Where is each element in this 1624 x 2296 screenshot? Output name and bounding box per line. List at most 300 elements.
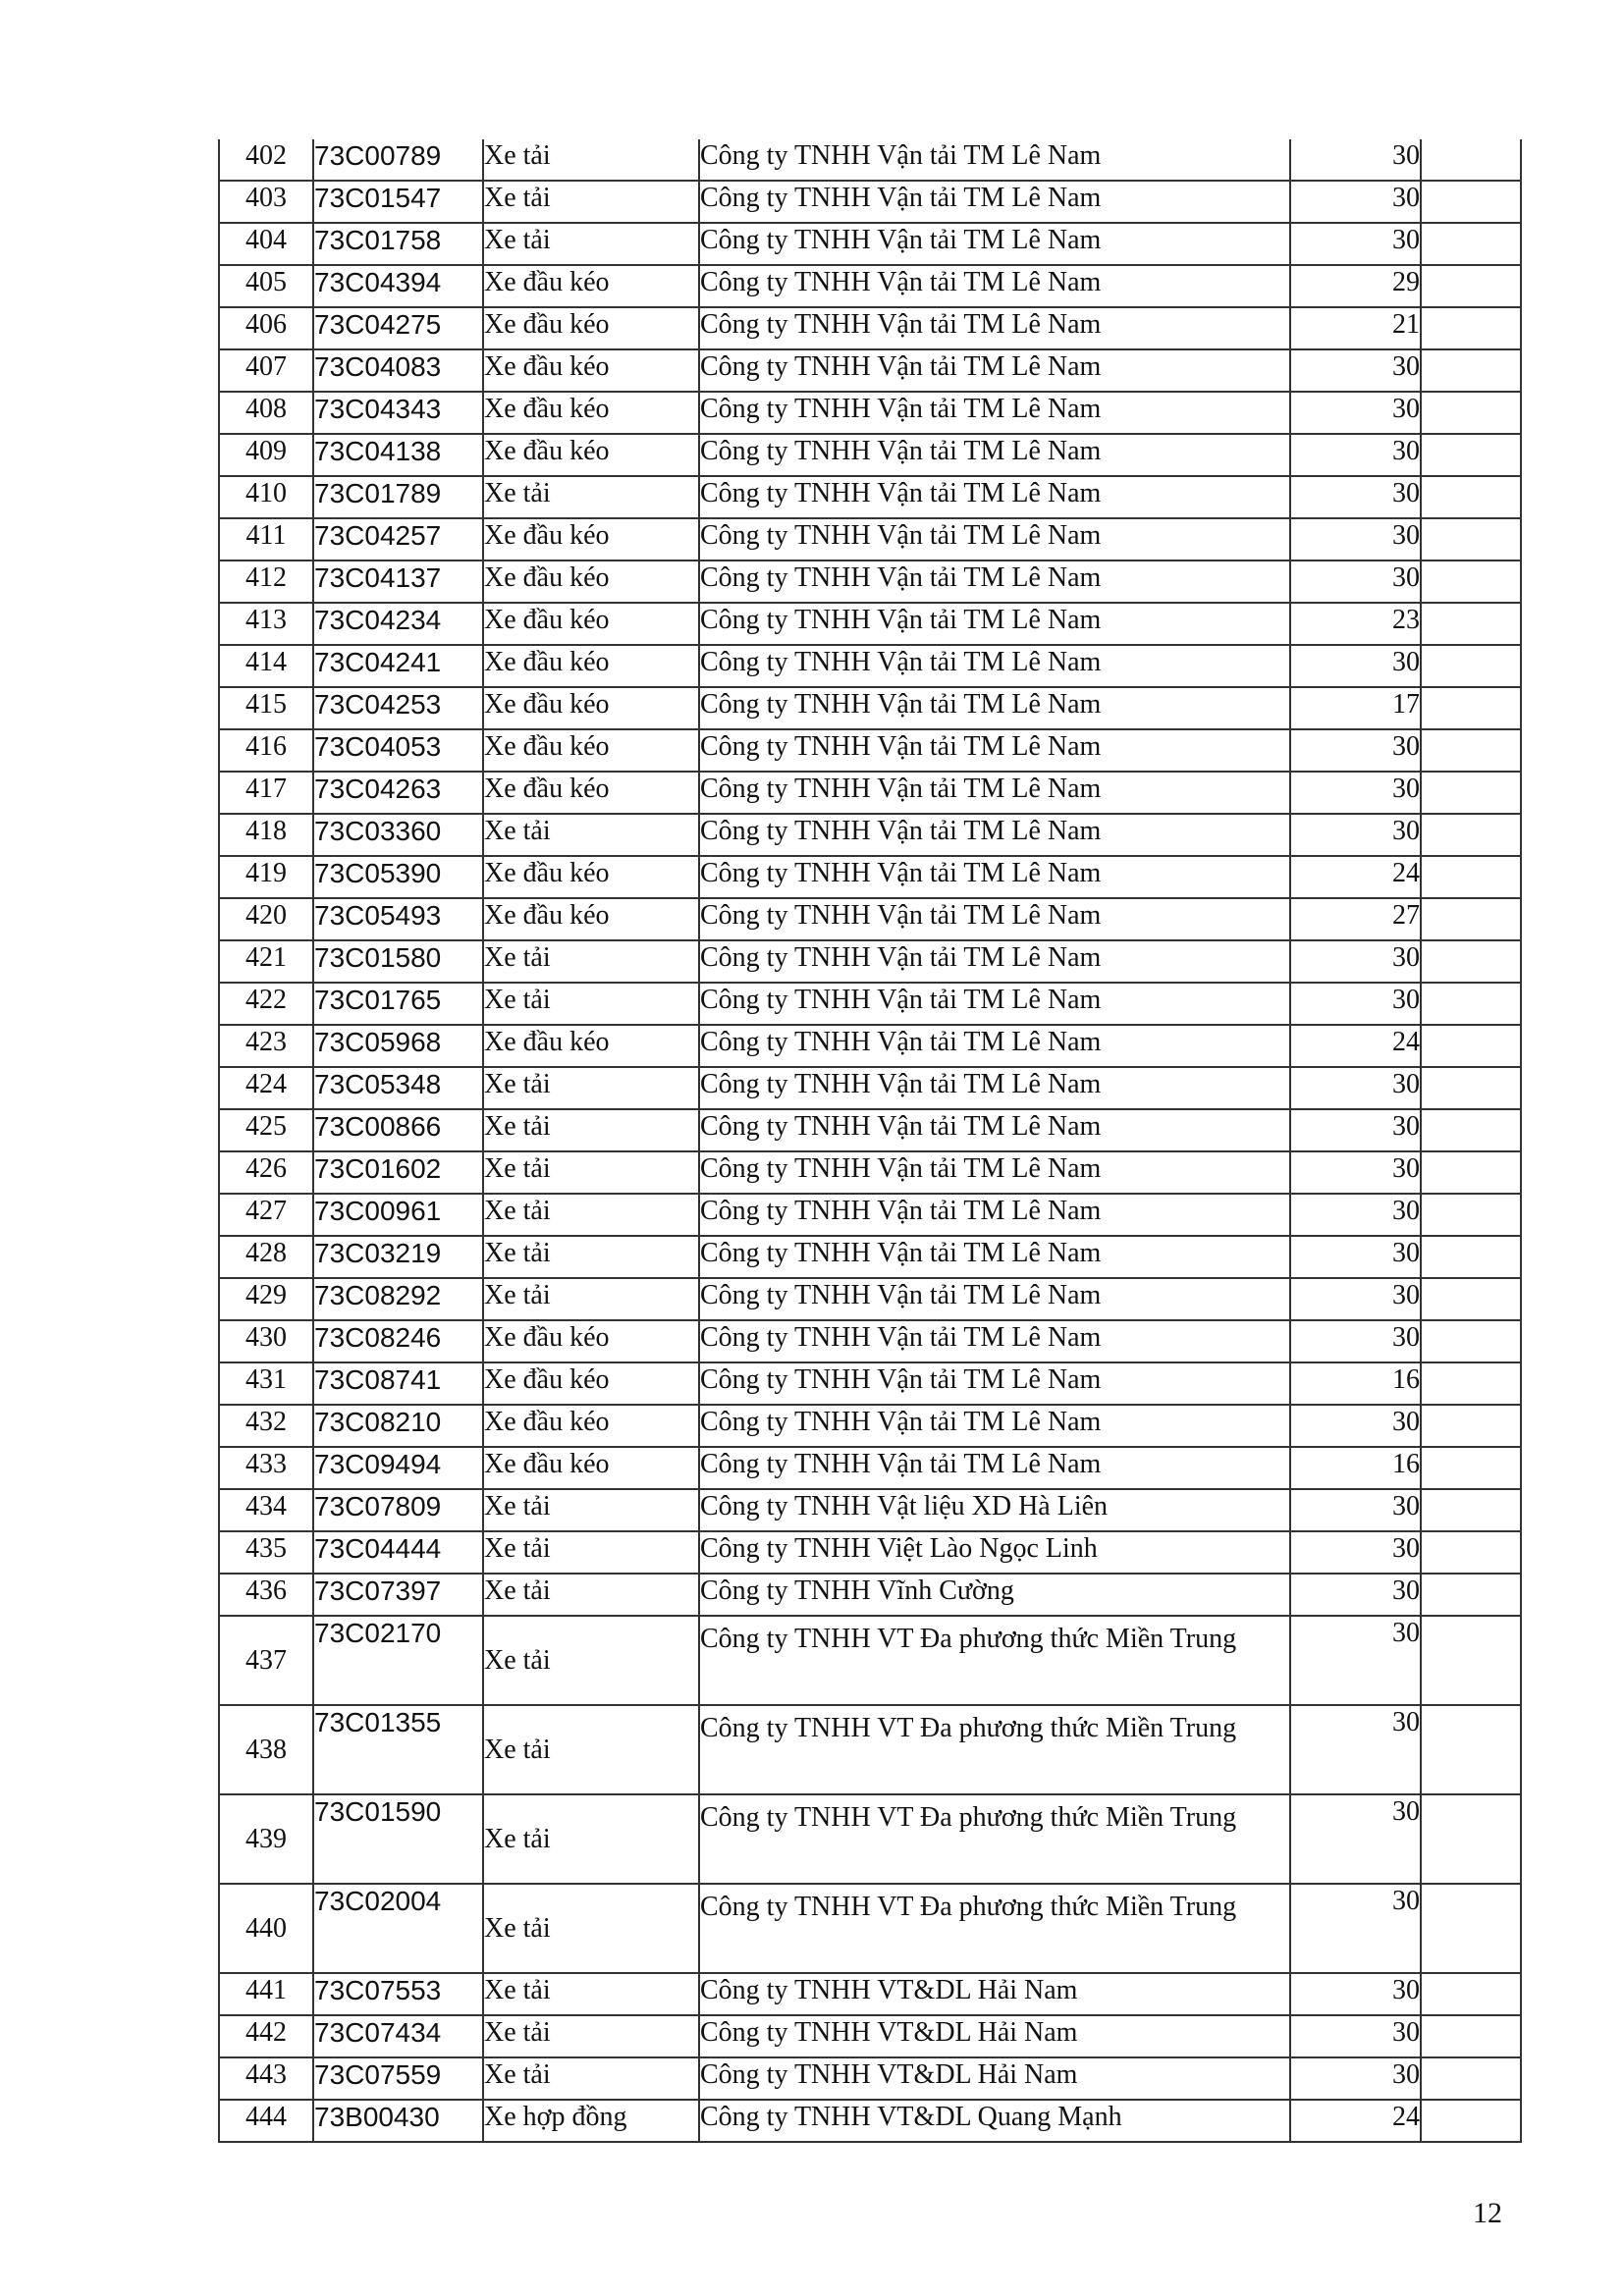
row-number: 433 (219, 1447, 313, 1489)
row-number: 436 (219, 1574, 313, 1616)
row-number: 425 (219, 1109, 313, 1151)
license-plate: 73C01590 (313, 1794, 483, 1884)
license-plate: 73C04257 (313, 518, 483, 561)
row-number: 434 (219, 1489, 313, 1531)
license-plate: 73C08246 (313, 1320, 483, 1362)
license-plate: 73C03360 (313, 814, 483, 856)
note-cell (1421, 729, 1521, 772)
note-cell (1421, 2100, 1521, 2142)
note-cell (1421, 1025, 1521, 1067)
vehicle-type: Xe tải (483, 2057, 699, 2100)
owner-company: Công ty TNHH Vận tải TM Lê Nam (699, 434, 1290, 476)
note-cell (1421, 1236, 1521, 1278)
vehicle-type: Xe đầu kéo (483, 1320, 699, 1362)
owner-company: Công ty TNHH Vận tải TM Lê Nam (699, 1151, 1290, 1194)
note-cell (1421, 645, 1521, 687)
table-row (219, 476, 1521, 518)
day-count: 30 (1290, 645, 1421, 687)
table-row (219, 1362, 1521, 1405)
license-plate: 73C04138 (313, 434, 483, 476)
note-cell (1421, 223, 1521, 265)
row-number: 429 (219, 1278, 313, 1320)
license-plate: 73C04444 (313, 1531, 483, 1574)
day-count: 30 (1290, 1489, 1421, 1531)
license-plate: 73C08210 (313, 1405, 483, 1447)
table-row (219, 434, 1521, 476)
day-count: 30 (1290, 1405, 1421, 1447)
row-number: 444 (219, 2100, 313, 2142)
table-row (219, 181, 1521, 223)
owner-company: Công ty TNHH Vận tải TM Lê Nam (699, 1236, 1290, 1278)
table-row (219, 1151, 1521, 1194)
owner-company: Công ty TNHH Vận tải TM Lê Nam (699, 856, 1290, 898)
note-cell (1421, 349, 1521, 392)
vehicle-type: Xe đầu kéo (483, 1025, 699, 1067)
license-plate: 73C05493 (313, 898, 483, 940)
row-number: 404 (219, 223, 313, 265)
owner-company: Công ty TNHH Vận tải TM Lê Nam (699, 898, 1290, 940)
note-cell (1421, 983, 1521, 1025)
day-count: 30 (1290, 1616, 1421, 1705)
license-plate: 73C04275 (313, 307, 483, 349)
vehicle-type: Xe đầu kéo (483, 687, 699, 729)
license-plate: 73C02170 (313, 1616, 483, 1705)
note-cell (1421, 1151, 1521, 1194)
vehicle-type: Xe tải (483, 1194, 699, 1236)
row-number: 443 (219, 2057, 313, 2100)
license-plate: 73C05390 (313, 856, 483, 898)
license-plate: 73C08292 (313, 1278, 483, 1320)
note-cell (1421, 856, 1521, 898)
table-row (219, 1109, 1521, 1151)
vehicle-type: Xe tải (483, 1236, 699, 1278)
note-cell (1421, 265, 1521, 307)
owner-company: Công ty TNHH VT&DL Hải Nam (699, 2057, 1290, 2100)
vehicle-type: Xe tải (483, 1794, 699, 1884)
note-cell (1421, 1405, 1521, 1447)
table-row (219, 1705, 1521, 1794)
day-count: 17 (1290, 687, 1421, 729)
owner-company: Công ty TNHH Vận tải TM Lê Nam (699, 772, 1290, 814)
license-plate: 73C04394 (313, 265, 483, 307)
row-number: 419 (219, 856, 313, 898)
note-cell (1421, 2015, 1521, 2057)
day-count: 30 (1290, 1705, 1421, 1794)
vehicle-type: Xe tải (483, 139, 699, 181)
row-number: 414 (219, 645, 313, 687)
day-count: 30 (1290, 772, 1421, 814)
vehicle-type: Xe đầu kéo (483, 392, 699, 434)
row-number: 413 (219, 603, 313, 645)
vehicle-type: Xe đầu kéo (483, 1447, 699, 1489)
note-cell (1421, 1794, 1521, 1884)
license-plate: 73C03219 (313, 1236, 483, 1278)
owner-company: Công ty TNHH VT Đa phương thức Miền Trung (699, 1705, 1290, 1794)
table-row (219, 265, 1521, 307)
row-number: 421 (219, 940, 313, 983)
note-cell (1421, 1320, 1521, 1362)
table-row (219, 814, 1521, 856)
table-row (219, 2057, 1521, 2100)
note-cell (1421, 1067, 1521, 1109)
license-plate: 73C07809 (313, 1489, 483, 1531)
note-cell (1421, 518, 1521, 561)
table-row (219, 1320, 1521, 1362)
table-row (219, 223, 1521, 265)
license-plate: 73C04137 (313, 561, 483, 603)
owner-company: Công ty TNHH Vận tải TM Lê Nam (699, 265, 1290, 307)
day-count: 30 (1290, 1067, 1421, 1109)
vehicle-type: Xe tải (483, 1067, 699, 1109)
table-row (219, 2100, 1521, 2142)
row-number: 403 (219, 181, 313, 223)
note-cell (1421, 181, 1521, 223)
owner-company: Công ty TNHH Vận tải TM Lê Nam (699, 223, 1290, 265)
license-plate: 73C05348 (313, 1067, 483, 1109)
owner-company: Công ty TNHH Vận tải TM Lê Nam (699, 1405, 1290, 1447)
day-count: 30 (1290, 223, 1421, 265)
day-count: 23 (1290, 603, 1421, 645)
vehicle-type: Xe tải (483, 476, 699, 518)
row-number: 431 (219, 1362, 313, 1405)
day-count: 30 (1290, 2057, 1421, 2100)
owner-company: Công ty TNHH Vận tải TM Lê Nam (699, 603, 1290, 645)
owner-company: Công ty TNHH VT Đa phương thức Miền Trung (699, 1616, 1290, 1705)
owner-company: Công ty TNHH VT&DL Hải Nam (699, 1973, 1290, 2015)
vehicle-type: Xe đầu kéo (483, 772, 699, 814)
license-plate: 73C04234 (313, 603, 483, 645)
license-plate: 73C09494 (313, 1447, 483, 1489)
table-row (219, 1616, 1521, 1705)
table-row (219, 729, 1521, 772)
day-count: 30 (1290, 1574, 1421, 1616)
day-count: 30 (1290, 561, 1421, 603)
day-count: 24 (1290, 2100, 1421, 2142)
vehicle-type: Xe đầu kéo (483, 1362, 699, 1405)
table-row (219, 687, 1521, 729)
row-number: 435 (219, 1531, 313, 1574)
row-number: 408 (219, 392, 313, 434)
license-plate: 73C00866 (313, 1109, 483, 1151)
vehicle-type: Xe tải (483, 983, 699, 1025)
vehicle-type: Xe đầu kéo (483, 349, 699, 392)
vehicle-type: Xe đầu kéo (483, 856, 699, 898)
note-cell (1421, 1278, 1521, 1320)
license-plate: 73C01547 (313, 181, 483, 223)
row-number: 406 (219, 307, 313, 349)
note-cell (1421, 1109, 1521, 1151)
table-row (219, 1405, 1521, 1447)
owner-company: Công ty TNHH Vận tải TM Lê Nam (699, 687, 1290, 729)
vehicle-type: Xe đầu kéo (483, 1405, 699, 1447)
note-cell (1421, 1705, 1521, 1794)
table-row (219, 645, 1521, 687)
owner-company: Công ty TNHH Vận tải TM Lê Nam (699, 1447, 1290, 1489)
day-count: 30 (1290, 1531, 1421, 1574)
day-count: 24 (1290, 856, 1421, 898)
vehicle-type: Xe tải (483, 1109, 699, 1151)
day-count: 30 (1290, 518, 1421, 561)
row-number: 420 (219, 898, 313, 940)
note-cell (1421, 687, 1521, 729)
license-plate: 73C02004 (313, 1884, 483, 1973)
table-row (219, 1067, 1521, 1109)
license-plate: 73C04083 (313, 349, 483, 392)
table-row (219, 1794, 1521, 1884)
license-plate: 73C04253 (313, 687, 483, 729)
owner-company: Công ty TNHH VT Đa phương thức Miền Trung (699, 1794, 1290, 1884)
day-count: 30 (1290, 1151, 1421, 1194)
owner-company: Công ty TNHH Vận tải TM Lê Nam (699, 561, 1290, 603)
table-row (219, 1194, 1521, 1236)
day-count: 30 (1290, 1278, 1421, 1320)
license-plate: 73C04241 (313, 645, 483, 687)
license-plate: 73C01789 (313, 476, 483, 518)
vehicle-type: Xe đầu kéo (483, 645, 699, 687)
license-plate: 73C05968 (313, 1025, 483, 1067)
table-row (219, 1025, 1521, 1067)
day-count: 21 (1290, 307, 1421, 349)
vehicle-type: Xe đầu kéo (483, 307, 699, 349)
row-number: 415 (219, 687, 313, 729)
license-plate: 73C01602 (313, 1151, 483, 1194)
vehicle-type: Xe tải (483, 814, 699, 856)
owner-company: Công ty TNHH Vận tải TM Lê Nam (699, 476, 1290, 518)
owner-company: Công ty TNHH Vận tải TM Lê Nam (699, 392, 1290, 434)
owner-company: Công ty TNHH Vận tải TM Lê Nam (699, 139, 1290, 181)
table-row (219, 1973, 1521, 2015)
day-count: 29 (1290, 265, 1421, 307)
table-row (219, 1884, 1521, 1973)
license-plate: 73C01580 (313, 940, 483, 983)
row-number: 424 (219, 1067, 313, 1109)
day-count: 30 (1290, 434, 1421, 476)
note-cell (1421, 1574, 1521, 1616)
table-row (219, 1447, 1521, 1489)
table-row (219, 898, 1521, 940)
vehicle-type: Xe đầu kéo (483, 898, 699, 940)
day-count: 30 (1290, 476, 1421, 518)
license-plate: 73C07559 (313, 2057, 483, 2100)
row-number: 432 (219, 1405, 313, 1447)
owner-company: Công ty TNHH Vận tải TM Lê Nam (699, 1320, 1290, 1362)
row-number: 411 (219, 518, 313, 561)
license-plate: 73C01758 (313, 223, 483, 265)
note-cell (1421, 1194, 1521, 1236)
vehicle-type: Xe đầu kéo (483, 265, 699, 307)
table-row (219, 349, 1521, 392)
owner-company: Công ty TNHH Vận tải TM Lê Nam (699, 1362, 1290, 1405)
vehicle-type: Xe hợp đồng (483, 2100, 699, 2142)
note-cell (1421, 1447, 1521, 1489)
day-count: 27 (1290, 898, 1421, 940)
vehicle-type: Xe tải (483, 2015, 699, 2057)
vehicle-type: Xe đầu kéo (483, 518, 699, 561)
license-plate: 73C00789 (313, 139, 483, 181)
note-cell (1421, 434, 1521, 476)
row-number: 412 (219, 561, 313, 603)
owner-company: Công ty TNHH Vĩnh Cường (699, 1574, 1290, 1616)
vehicle-type: Xe tải (483, 1705, 699, 1794)
vehicle-type: Xe tải (483, 1884, 699, 1973)
row-number: 410 (219, 476, 313, 518)
vehicle-type: Xe tải (483, 1973, 699, 2015)
license-plate: 73C04263 (313, 772, 483, 814)
vehicle-type: Xe tải (483, 1489, 699, 1531)
owner-company: Công ty TNHH Vận tải TM Lê Nam (699, 349, 1290, 392)
day-count: 30 (1290, 349, 1421, 392)
table-row (219, 561, 1521, 603)
license-plate: 73B00430 (313, 2100, 483, 2142)
row-number: 409 (219, 434, 313, 476)
owner-company: Công ty TNHH VT Đa phương thức Miền Trung (699, 1884, 1290, 1973)
note-cell (1421, 1616, 1521, 1705)
row-number: 437 (219, 1616, 313, 1705)
row-number: 438 (219, 1705, 313, 1794)
row-number: 416 (219, 729, 313, 772)
owner-company: Công ty TNHH Vận tải TM Lê Nam (699, 518, 1290, 561)
vehicle-type: Xe tải (483, 223, 699, 265)
note-cell (1421, 561, 1521, 603)
note-cell (1421, 1884, 1521, 1973)
vehicle-type: Xe đầu kéo (483, 729, 699, 772)
vehicle-type: Xe tải (483, 1574, 699, 1616)
table-row (219, 1574, 1521, 1616)
vehicle-type: Xe tải (483, 1616, 699, 1705)
table-body (219, 139, 1521, 2142)
day-count: 30 (1290, 392, 1421, 434)
owner-company: Công ty TNHH Vận tải TM Lê Nam (699, 983, 1290, 1025)
day-count: 30 (1290, 1794, 1421, 1884)
vehicle-type: Xe đầu kéo (483, 603, 699, 645)
table-row (219, 772, 1521, 814)
row-number: 442 (219, 2015, 313, 2057)
row-number: 423 (219, 1025, 313, 1067)
day-count: 30 (1290, 983, 1421, 1025)
note-cell (1421, 603, 1521, 645)
note-cell (1421, 476, 1521, 518)
row-number: 427 (219, 1194, 313, 1236)
owner-company: Công ty TNHH Vận tải TM Lê Nam (699, 814, 1290, 856)
row-number: 439 (219, 1794, 313, 1884)
vehicle-register-table (218, 139, 1522, 2143)
row-number: 402 (219, 139, 313, 181)
day-count: 30 (1290, 2015, 1421, 2057)
row-number: 417 (219, 772, 313, 814)
owner-company: Công ty TNHH Việt Lào Ngọc Linh (699, 1531, 1290, 1574)
page-number: 12 (1473, 2197, 1502, 2229)
note-cell (1421, 814, 1521, 856)
license-plate: 73C07397 (313, 1574, 483, 1616)
day-count: 16 (1290, 1362, 1421, 1405)
row-number: 430 (219, 1320, 313, 1362)
day-count: 30 (1290, 940, 1421, 983)
day-count: 16 (1290, 1447, 1421, 1489)
license-plate: 73C08741 (313, 1362, 483, 1405)
owner-company: Công ty TNHH VT&DL Hải Nam (699, 2015, 1290, 2057)
note-cell (1421, 898, 1521, 940)
table-row (219, 139, 1521, 181)
note-cell (1421, 940, 1521, 983)
table-row (219, 603, 1521, 645)
note-cell (1421, 307, 1521, 349)
row-number: 426 (219, 1151, 313, 1194)
day-count: 30 (1290, 729, 1421, 772)
day-count: 24 (1290, 1025, 1421, 1067)
owner-company: Công ty TNHH Vận tải TM Lê Nam (699, 645, 1290, 687)
table-row (219, 983, 1521, 1025)
owner-company: Công ty TNHH Vận tải TM Lê Nam (699, 307, 1290, 349)
row-number: 418 (219, 814, 313, 856)
owner-company: Công ty TNHH Vận tải TM Lê Nam (699, 1278, 1290, 1320)
note-cell (1421, 1531, 1521, 1574)
note-cell (1421, 1362, 1521, 1405)
table-row (219, 856, 1521, 898)
row-number: 440 (219, 1884, 313, 1973)
table-row (219, 392, 1521, 434)
vehicle-type: Xe tải (483, 940, 699, 983)
license-plate: 73C04343 (313, 392, 483, 434)
table-row (219, 518, 1521, 561)
license-plate: 73C07434 (313, 2015, 483, 2057)
note-cell (1421, 2057, 1521, 2100)
table-row (219, 1489, 1521, 1531)
license-plate: 73C07553 (313, 1973, 483, 2015)
owner-company: Công ty TNHH Vận tải TM Lê Nam (699, 181, 1290, 223)
table-row (219, 940, 1521, 983)
owner-company: Công ty TNHH Vật liệu XD Hà Liên (699, 1489, 1290, 1531)
day-count: 30 (1290, 181, 1421, 223)
note-cell (1421, 139, 1521, 181)
table-row (219, 1531, 1521, 1574)
row-number: 422 (219, 983, 313, 1025)
owner-company: Công ty TNHH Vận tải TM Lê Nam (699, 729, 1290, 772)
day-count: 30 (1290, 1973, 1421, 2015)
row-number: 441 (219, 1973, 313, 2015)
vehicle-type: Xe đầu kéo (483, 434, 699, 476)
vehicle-type: Xe tải (483, 1531, 699, 1574)
vehicle-type: Xe tải (483, 1151, 699, 1194)
owner-company: Công ty TNHH Vận tải TM Lê Nam (699, 1025, 1290, 1067)
day-count: 30 (1290, 1236, 1421, 1278)
vehicle-type: Xe đầu kéo (483, 561, 699, 603)
day-count: 30 (1290, 1194, 1421, 1236)
license-plate: 73C04053 (313, 729, 483, 772)
table-row (219, 2015, 1521, 2057)
day-count: 30 (1290, 1109, 1421, 1151)
license-plate: 73C01765 (313, 983, 483, 1025)
license-plate: 73C01355 (313, 1705, 483, 1794)
vehicle-type: Xe tải (483, 1278, 699, 1320)
note-cell (1421, 1489, 1521, 1531)
row-number: 405 (219, 265, 313, 307)
day-count: 30 (1290, 814, 1421, 856)
table-row (219, 307, 1521, 349)
row-number: 428 (219, 1236, 313, 1278)
day-count: 30 (1290, 1320, 1421, 1362)
row-number: 407 (219, 349, 313, 392)
owner-company: Công ty TNHH Vận tải TM Lê Nam (699, 1109, 1290, 1151)
note-cell (1421, 392, 1521, 434)
table-row (219, 1236, 1521, 1278)
vehicle-type: Xe tải (483, 181, 699, 223)
day-count: 30 (1290, 139, 1421, 181)
table-row (219, 1278, 1521, 1320)
note-cell (1421, 772, 1521, 814)
day-count: 30 (1290, 1884, 1421, 1973)
note-cell (1421, 1973, 1521, 2015)
owner-company: Công ty TNHH Vận tải TM Lê Nam (699, 940, 1290, 983)
